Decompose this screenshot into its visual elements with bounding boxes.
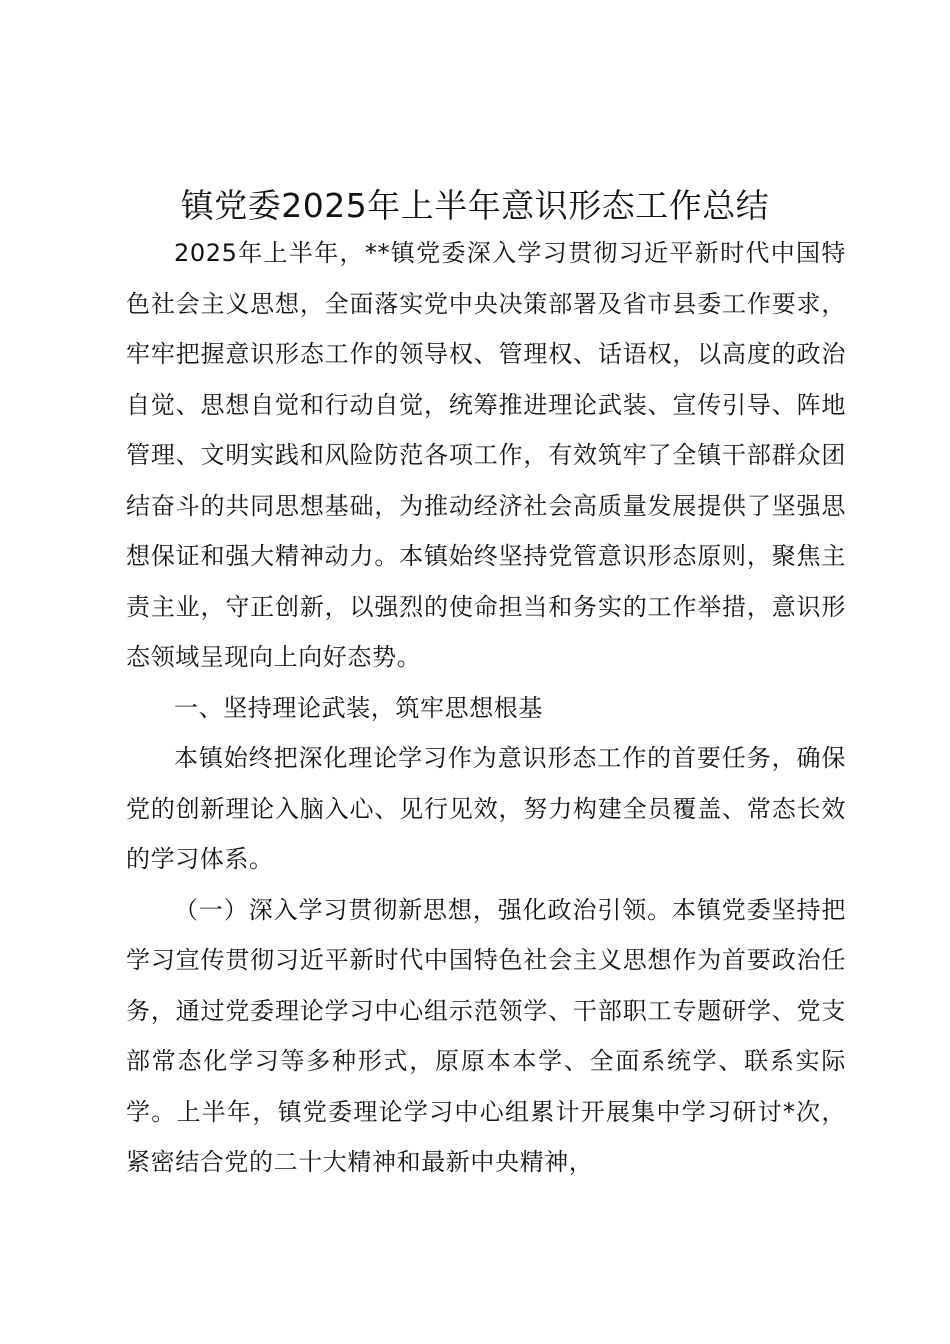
document-body bbox=[126, 228, 846, 1188]
section-heading: 一、坚持理论武装，筑牢思想根基 bbox=[174, 693, 543, 722]
subsection-paragraph: （一）深入学习贯彻新思想，强化政治引领。本镇党委坚持把学习宣传贯彻习近平新时代中国特色社会主义思想作为首要政治任务，通过党委理论学习中心组示范领学、干部职工专题研学、党支部常态化学习等多种形式，原原本本学、全面系统学、联系实际学。上半年，镇党委理论学习中心组累计开展集中学习研讨*次，紧密结合党的二十大精神和最新中央精神， bbox=[126, 895, 846, 1176]
intro-paragraph: 2025年上半年，**镇党委深入学习贯彻习近平新时代中国特色社会主义思想，全面落实党中央决策部署及省市县委工作要求，牢牢把握意识形态工作的领导权、管理权、话语权，以高度的政治自觉、思想自觉和行动自觉，统筹推进理论武装、宣传引导、阵地管理、文明实践和风险防范各项工作，有效筑牢了全镇干部群众团结奋斗的共同思想基础，为推动经济社会高质量发展提供了坚强思想保证和强大精神动力。本镇始终坚持党管意识形态原则，聚焦主责主业，守正创新，以强烈的使命担当和务实的工作举措，意识形态领域呈现向上向好态势。 bbox=[126, 239, 846, 671]
section-intro-paragraph: 本镇始终把深化理论学习作为意识形态工作的首要任务，确保党的创新理论入脑入心、见行见效，努力构建全员覆盖、常态长效的学习体系。 bbox=[126, 744, 846, 873]
document-title: 镇党委2025年上半年意识形态工作总结 bbox=[180, 186, 770, 225]
